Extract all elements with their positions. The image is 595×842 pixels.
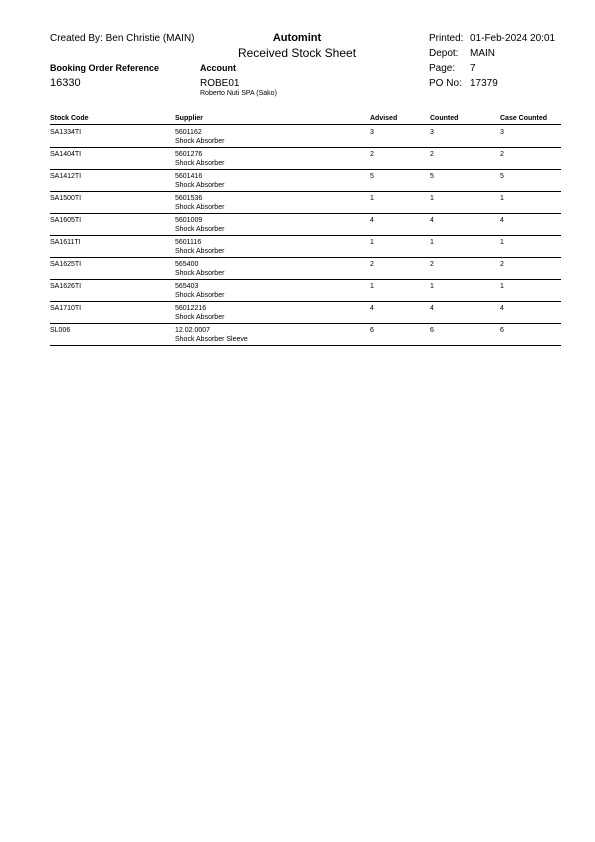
- supplier-cell: [175, 216, 224, 234]
- depot-value: MAIN: [470, 48, 495, 59]
- stock-code-cell-text: SA1611TI: [50, 239, 81, 246]
- table-row: [0, 128, 595, 150]
- counted-cell-text: 5: [430, 173, 434, 180]
- table-row: [0, 282, 595, 304]
- stock-code-cell-text: SA1334TI: [50, 129, 82, 136]
- counted-cell-text: 3: [430, 129, 434, 136]
- advised-cell-text: 1: [370, 195, 374, 202]
- row-divider: [50, 345, 561, 346]
- case-counted-cell: [500, 260, 504, 269]
- header-divider: [50, 124, 561, 125]
- company-name: Automint: [272, 32, 322, 44]
- counted-cell-text: 1: [430, 195, 434, 202]
- counted-cell: [430, 172, 434, 181]
- counted-cell: [430, 304, 434, 313]
- supplier-cell: [175, 260, 224, 278]
- supplier-cell-text: 565403: [175, 283, 199, 290]
- counted-cell: [430, 216, 434, 225]
- counted-cell: [430, 326, 434, 335]
- table-row: [0, 304, 595, 326]
- supplier-cell-text: 565400: [175, 261, 199, 268]
- stock-code-cell: [50, 260, 81, 269]
- stock-code-cell: [50, 304, 81, 313]
- table-row: [0, 260, 595, 282]
- stock-code-cell-text: SA1625TI: [50, 261, 82, 268]
- counted-cell: [430, 282, 434, 291]
- row-divider: [50, 169, 561, 170]
- description-text: Shock Absorber Sleeve: [175, 336, 248, 343]
- supplier-cell: [175, 150, 224, 168]
- description-text: Shock Absorber: [175, 314, 225, 321]
- advised-cell-text: 6: [370, 327, 374, 334]
- col-header-case-counted: Case Counted: [500, 115, 548, 122]
- case-counted-cell-text: 6: [500, 327, 504, 334]
- booking-ref-label: Booking Order Reference: [50, 63, 160, 73]
- page-value: 7: [470, 63, 476, 74]
- stock-code-cell-text: SA1605TI: [50, 217, 82, 224]
- account-name: Roberto Nuti SPA (Sako): [200, 90, 277, 97]
- row-divider: [50, 191, 561, 192]
- description-text: Shock Absorber: [175, 182, 225, 189]
- counted-cell-text: 6: [430, 327, 434, 334]
- row-divider: [50, 147, 561, 148]
- supplier-cell: [175, 128, 224, 146]
- stock-code-cell: [50, 172, 81, 181]
- table-row: [0, 216, 595, 238]
- case-counted-cell: [500, 326, 504, 335]
- counted-cell-text: 2: [430, 151, 434, 158]
- stock-code-cell: [50, 238, 81, 247]
- advised-cell: [370, 282, 374, 291]
- description-text: Shock Absorber: [175, 160, 225, 167]
- table-row: [0, 150, 595, 172]
- created-by: [50, 33, 195, 44]
- case-counted-cell: [500, 304, 504, 313]
- printed-value: 01-Feb-2024 20:01: [470, 33, 556, 44]
- advised-cell-text: 4: [370, 305, 374, 312]
- advised-cell: [370, 194, 374, 203]
- supplier-cell: [175, 304, 224, 322]
- case-counted-cell-text: 4: [500, 217, 504, 224]
- page-label: Page:: [429, 63, 456, 74]
- advised-cell: [370, 304, 374, 313]
- row-divider: [50, 213, 561, 214]
- description-text: Shock Absorber: [175, 226, 225, 233]
- col-header-advised: Advised: [370, 115, 398, 122]
- counted-cell-text: 1: [430, 283, 434, 290]
- stock-code-cell: [50, 216, 81, 225]
- counted-cell: [430, 194, 434, 203]
- description-text: Shock Absorber: [175, 248, 225, 255]
- case-counted-cell: [500, 216, 504, 225]
- row-divider: [50, 279, 561, 280]
- booking-ref-value: 16330: [50, 77, 81, 89]
- advised-cell-text: 4: [370, 217, 374, 224]
- description-text: Shock Absorber: [175, 138, 225, 145]
- counted-cell: [430, 238, 434, 247]
- account-label: Account: [200, 63, 236, 73]
- case-counted-cell-text: 2: [500, 151, 504, 158]
- advised-cell: [370, 172, 374, 181]
- created-by-value: Ben Christie (MAIN): [105, 33, 195, 44]
- description-text: Shock Absorber: [175, 270, 225, 277]
- description-text: Shock Absorber: [175, 204, 225, 211]
- table-row: [0, 238, 595, 260]
- stock-code-cell: [50, 150, 81, 159]
- counted-cell-text: 4: [430, 217, 434, 224]
- advised-cell: [370, 128, 374, 137]
- stock-code-cell-text: SA1500TI: [50, 195, 82, 202]
- supplier-cell: [175, 194, 224, 212]
- po-value: 17379: [470, 78, 498, 89]
- advised-cell-text: 1: [370, 239, 374, 246]
- col-header-counted: Counted: [430, 115, 459, 122]
- advised-cell: [370, 150, 374, 159]
- case-counted-cell-text: 5: [500, 173, 504, 180]
- depot-label: Depot:: [429, 48, 459, 59]
- advised-cell: [370, 326, 374, 335]
- supplier-cell-text: 5601276: [175, 151, 203, 158]
- po-label: PO No:: [429, 78, 462, 89]
- counted-cell-text: 2: [430, 261, 434, 268]
- stock-code-cell: [50, 194, 81, 203]
- row-divider: [50, 323, 561, 324]
- stock-code-cell-text: SA1626TI: [50, 283, 82, 290]
- supplier-cell: [175, 238, 224, 256]
- row-divider: [50, 235, 561, 236]
- case-counted-cell-text: 1: [500, 283, 504, 290]
- advised-cell-text: 2: [370, 261, 374, 268]
- advised-cell-text: 1: [370, 283, 374, 290]
- description-text: Shock Absorber: [175, 292, 225, 299]
- case-counted-cell-text: 1: [500, 239, 504, 246]
- stock-code-cell-text: SA1412TI: [50, 173, 82, 180]
- col-header-supplier: Supplier: [175, 115, 204, 122]
- supplier-cell-text: 5601009: [175, 217, 203, 224]
- stock-code-cell-text: SA1404TI: [50, 151, 82, 158]
- stock-code-cell-text: SL006: [50, 327, 71, 334]
- advised-cell-text: 3: [370, 129, 374, 136]
- supplier-cell-text: 5601162: [175, 129, 202, 136]
- supplier-cell-text: 5601116: [175, 239, 202, 246]
- advised-cell: [370, 260, 374, 269]
- created-by-label: Created By:: [50, 33, 103, 44]
- supplier-cell: [175, 326, 248, 344]
- supplier-cell-text: 56012216: [175, 305, 207, 312]
- counted-cell: [430, 260, 434, 269]
- case-counted-cell-text: 1: [500, 195, 504, 202]
- supplier-cell: [175, 172, 224, 190]
- counted-cell: [430, 128, 434, 137]
- case-counted-cell: [500, 194, 504, 203]
- table-row: [0, 326, 595, 348]
- advised-cell: [370, 238, 374, 247]
- stock-code-cell: [50, 326, 70, 335]
- advised-cell-text: 5: [370, 173, 374, 180]
- supplier-cell-text: 12.02.0007: [175, 327, 211, 334]
- case-counted-cell-text: 4: [500, 305, 504, 312]
- counted-cell-text: 1: [430, 239, 434, 246]
- advised-cell-text: 2: [370, 151, 374, 158]
- stock-code-cell-text: SA1710TI: [50, 305, 82, 312]
- col-header-stock-code: Stock Code: [50, 115, 89, 122]
- counted-cell-text: 4: [430, 305, 434, 312]
- case-counted-cell: [500, 238, 504, 247]
- supplier-cell-text: 5601416: [175, 173, 203, 180]
- row-divider: [50, 301, 561, 302]
- table-row: [0, 172, 595, 194]
- supplier-cell-text: 5601536: [175, 195, 203, 202]
- stock-code-cell: [50, 282, 81, 291]
- case-counted-cell-text: 3: [500, 129, 504, 136]
- case-counted-cell: [500, 150, 504, 159]
- row-divider: [50, 257, 561, 258]
- supplier-cell: [175, 282, 224, 300]
- case-counted-cell: [500, 128, 504, 137]
- stock-code-cell: [50, 128, 81, 137]
- case-counted-cell: [500, 172, 504, 181]
- printed-label: Printed:: [429, 33, 464, 44]
- case-counted-cell: [500, 282, 504, 291]
- sheet-title: Received Stock Sheet: [237, 46, 357, 60]
- advised-cell: [370, 216, 374, 225]
- table-row: [0, 194, 595, 216]
- counted-cell: [430, 150, 434, 159]
- case-counted-cell-text: 2: [500, 261, 504, 268]
- account-code: ROBE01: [200, 78, 240, 89]
